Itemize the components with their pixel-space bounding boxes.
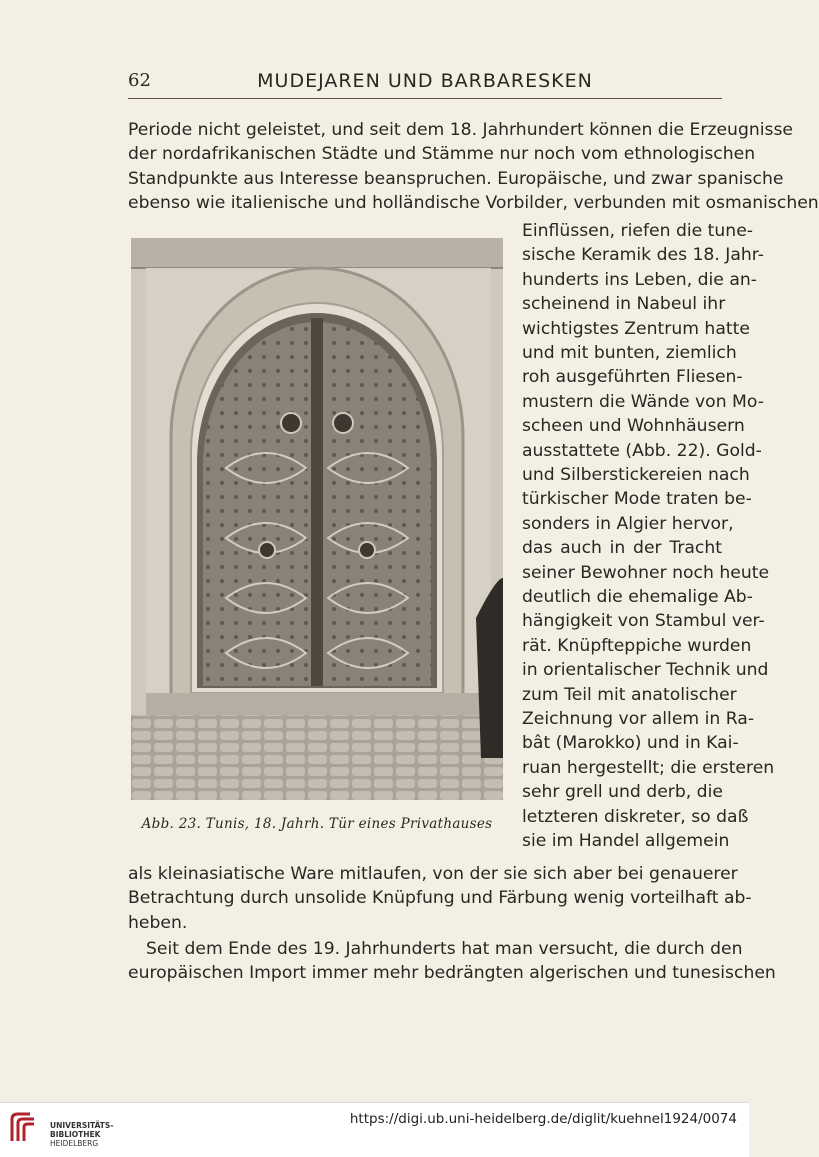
running-title: MUDEJAREN UND BARBARESKEN xyxy=(257,70,593,92)
logo-line-2: BIBLIOTHEK xyxy=(50,1130,101,1139)
text-line: ebenso wie italienische und holländische Vorbilder, verbunden mit osmanischen xyxy=(128,193,819,214)
text-line: ruan hergestellt; die ersteren xyxy=(522,757,775,778)
door-illustration xyxy=(131,238,503,800)
text-line: ausstattete (Abb. 22). Gold- xyxy=(522,440,762,461)
text-line: sehr grell und derb, die xyxy=(522,782,723,803)
text-line: Periode nicht geleistet, und seit dem 18. Jahrhundert können die Erzeugnisse xyxy=(128,120,794,140)
text-line: mustern die Wände von Mo- xyxy=(522,391,764,412)
figure-caption: Abb. 23. Tunis, 18. Jahrh. Tür eines Privathauses xyxy=(141,816,493,832)
source-url-link[interactable]: https://digi.ub.uni-heidelberg.de/diglit/kuehnel1924/0074 xyxy=(349,1111,737,1127)
text-line: türkischer Mode traten be- xyxy=(522,489,752,510)
page-header xyxy=(128,70,722,99)
logo-line-3: HEIDELBERG xyxy=(50,1139,99,1148)
text-line: letzteren diskreter, so daß xyxy=(522,806,749,827)
text-line: roh ausgeführten Fliesen- xyxy=(522,367,743,388)
library-logo-text xyxy=(50,1121,113,1148)
text-line: rät. Knüpfteppiche wurden xyxy=(522,635,752,656)
text-line: zum Teil mit anatolischer xyxy=(522,684,737,705)
text-line: Einflüssen, riefen die tune- xyxy=(522,221,753,241)
library-logo[interactable] xyxy=(8,1111,128,1151)
text-line: scheinend in Nabeul ihr xyxy=(522,294,726,315)
footer-bar xyxy=(0,1102,749,1157)
text-line: Seit dem Ende des 19. Jahrhunderts hat man versucht, die durch den xyxy=(146,939,743,959)
text-line: und Silberstickereien nach xyxy=(522,465,750,485)
text-line: wichtigstes Zentrum hatte xyxy=(522,318,750,339)
text-line: Standpunkte aus Interesse beanspruchen. Europäische, und zwar spanische xyxy=(128,168,784,189)
text-line: deutlich die ehemalige Ab- xyxy=(522,587,753,607)
text-line: Zeichnung vor allem in Ra- xyxy=(522,709,755,729)
text-line: hunderts ins Leben, die an- xyxy=(522,269,757,290)
door-photograph xyxy=(131,238,503,800)
page-number: 62 xyxy=(128,70,151,91)
text-line: sonders in Algier hervor, xyxy=(522,513,734,534)
text-line: sie im Handel allgemein xyxy=(522,831,730,851)
text-line: scheen und Wohnhäusern xyxy=(522,416,745,437)
text-line: heben. xyxy=(128,912,188,933)
text-line: seiner Bewohner noch heute xyxy=(522,562,770,583)
text-line: sische Keramik des 18. Jahr- xyxy=(522,245,764,266)
text-line: und mit bunten, ziemlich xyxy=(522,343,737,363)
text-line: bât (Marokko) und in Kai- xyxy=(522,733,739,754)
text-line: hängigkeit von Stambul ver- xyxy=(522,611,765,632)
logo-line-1: UNIVERSITÄTS- xyxy=(50,1121,114,1130)
text-line: in orientalischer Technik und xyxy=(522,660,769,681)
text-line: europäischen Import immer mehr bedrängten algerischen und tunesischen xyxy=(128,963,776,984)
text-line: Betrachtung durch unsolide Knüpfung und Färbung wenig vorteilhaft ab- xyxy=(128,888,752,909)
text-line: der nordafrikanischen Städte und Stämme nur noch vom ethnologischen xyxy=(128,144,756,165)
library-logo-icon xyxy=(8,1111,38,1145)
text-line: das auch in der Tracht xyxy=(522,538,722,559)
text-line: als kleinasiatische Ware mitlaufen, von der sie sich aber bei genauerer xyxy=(128,864,738,884)
